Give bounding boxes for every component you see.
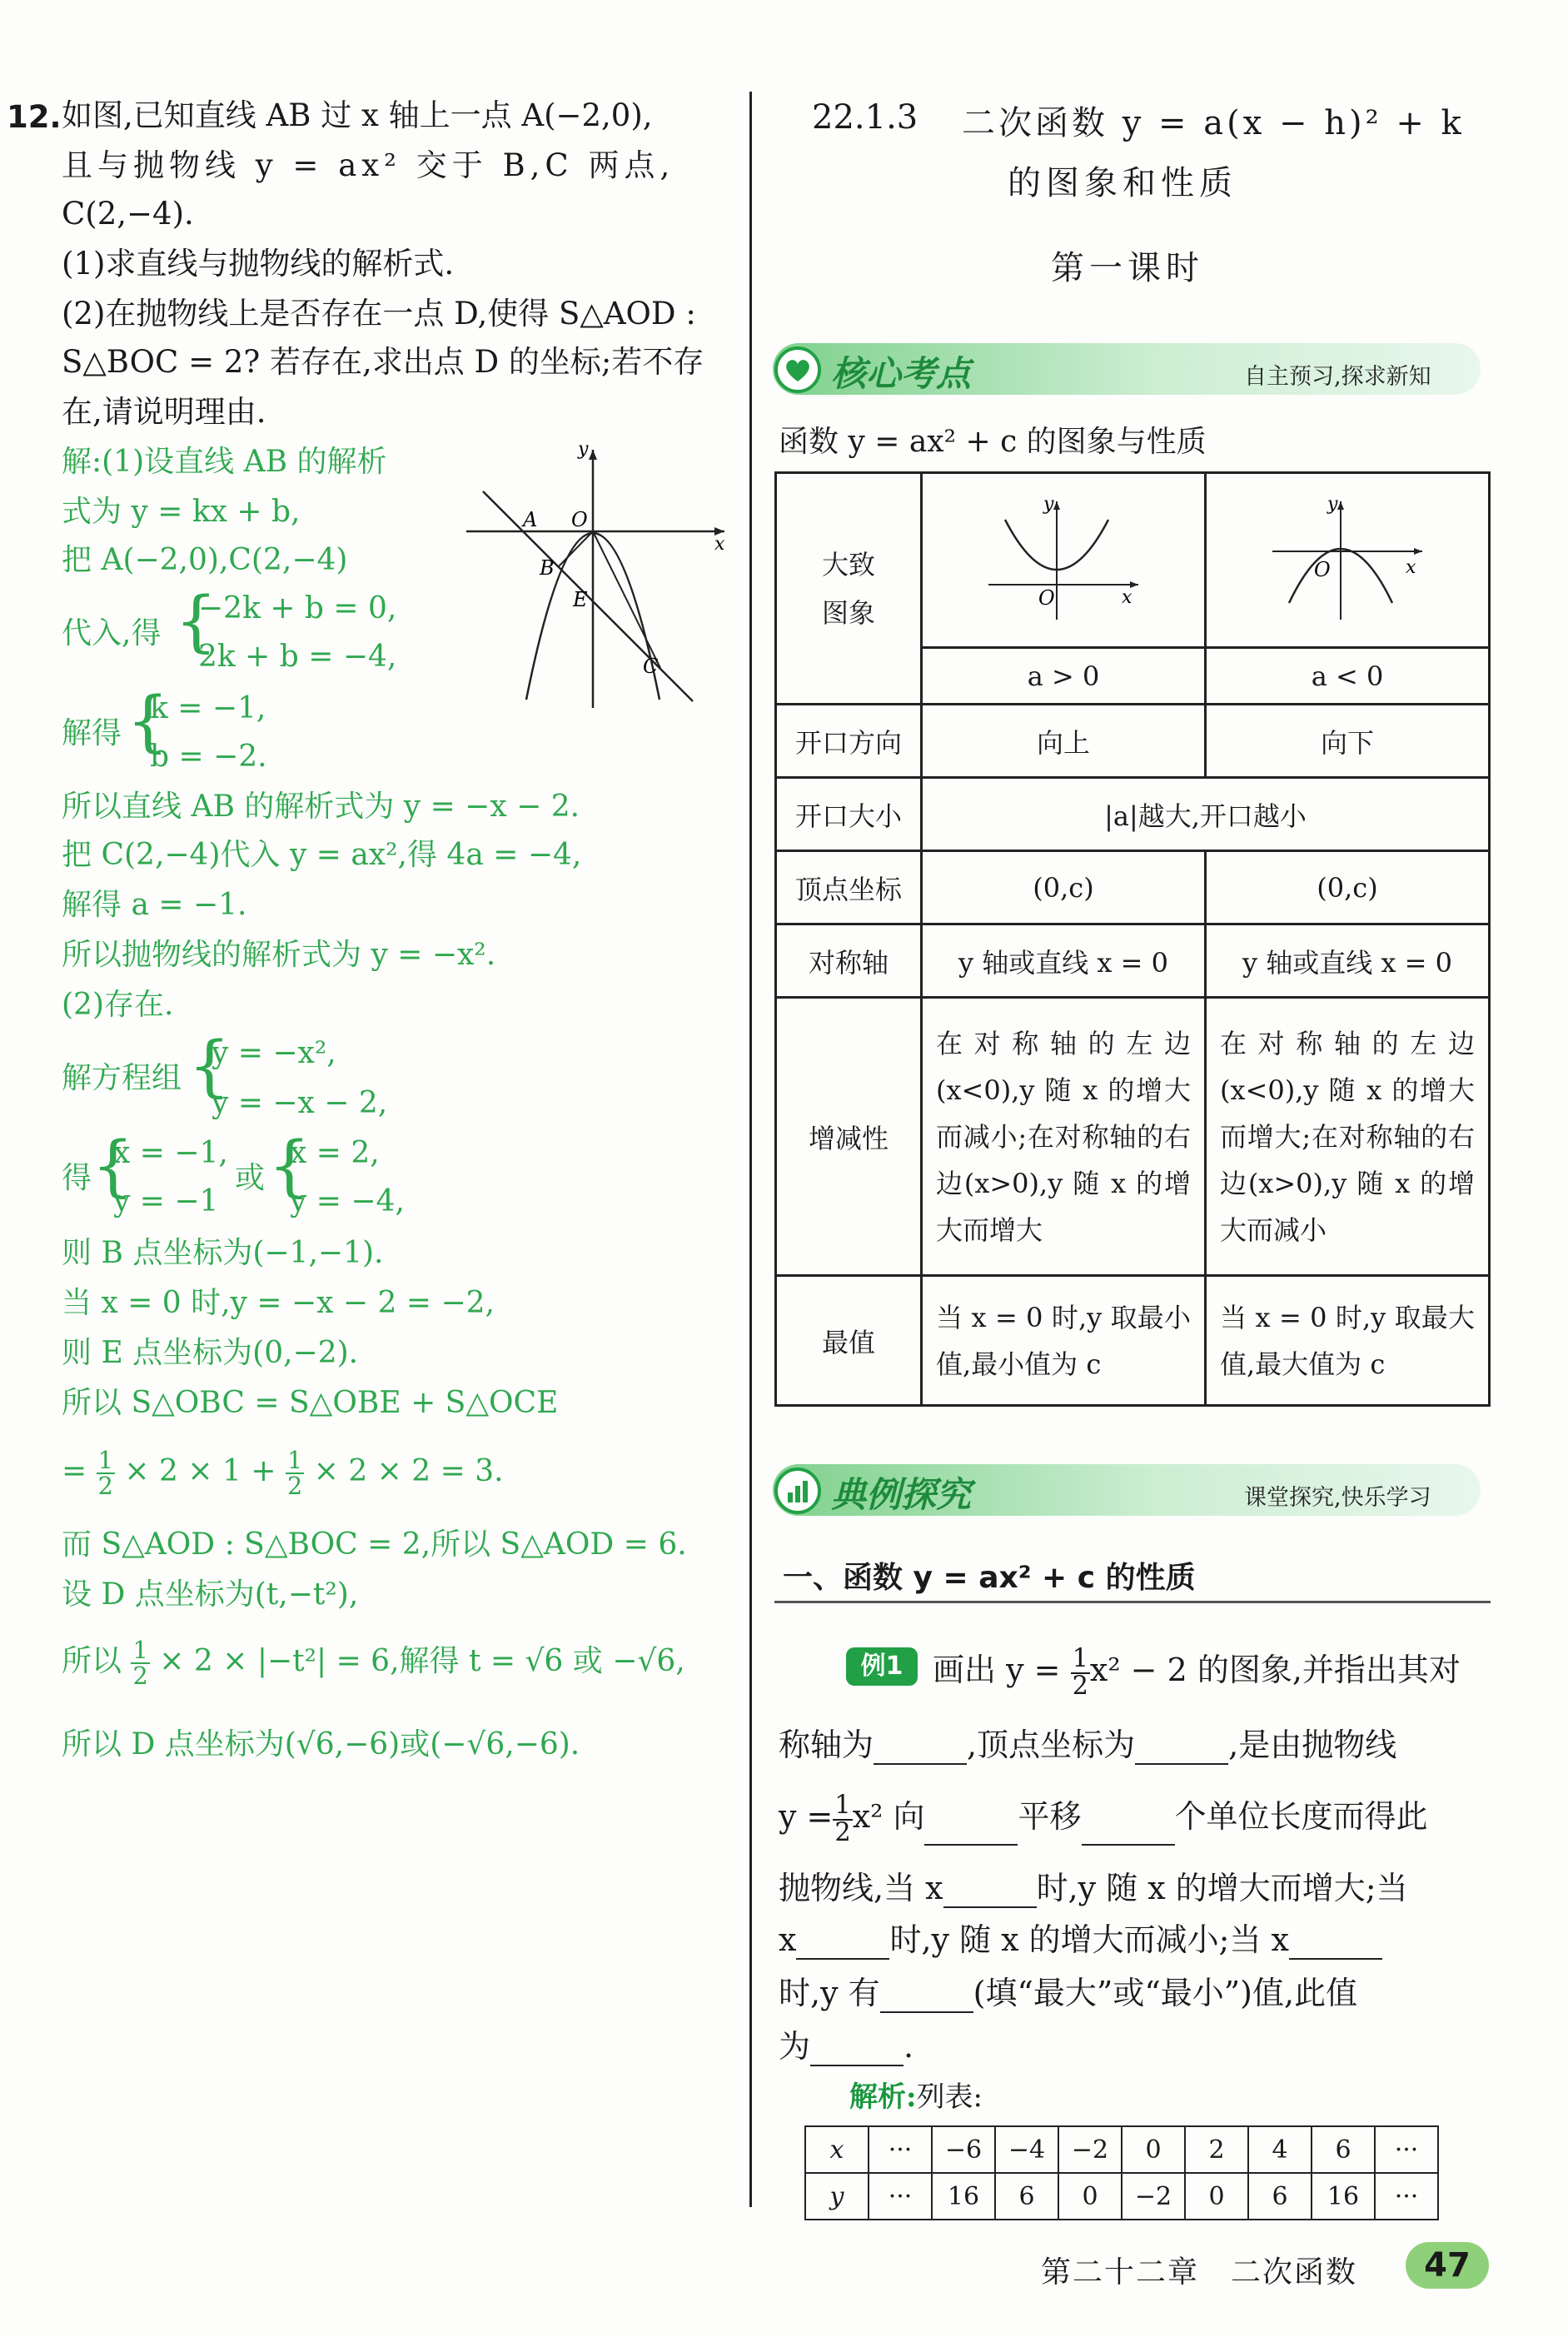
vertex-pos: (0,c): [922, 851, 1206, 924]
problem-12-figure: [458, 433, 741, 716]
question-2-line3: 在,请说明理由.: [62, 394, 266, 430]
value-cell: −6: [932, 2126, 995, 2173]
solution-line: 把 A(−2,0),C(2,−4): [62, 543, 348, 577]
point-b-label: B: [540, 556, 555, 580]
solution-line: (2)存在.: [62, 988, 174, 1022]
example-banner-subtitle: 课堂探究,快乐学习: [1244, 1485, 1431, 1511]
value-cell: 0: [1058, 2173, 1122, 2220]
solution-line: 所以 $\frac{1}{2}$ × 2 × |−t²| = 6,解得 t = √6 或 −√6,: [62, 1636, 685, 1690]
value-cell: 0: [1122, 2126, 1185, 2173]
value-cell: −4: [995, 2126, 1058, 2173]
y-label: y: [578, 439, 589, 460]
row-label-graph: 大致 图象: [776, 473, 922, 705]
example-1-tag: 例1: [846, 1647, 918, 1686]
example-1-line5: x 时,y 随 x 的增大而减小;当 x: [779, 1914, 1382, 1960]
value-cell: 6: [1248, 2173, 1312, 2220]
section-title-line1: 二次函数 y = a(x − h)² + k: [962, 104, 1465, 142]
cond-neg: a < 0: [1206, 648, 1490, 705]
open-size: |a|越大,开口越小: [922, 778, 1490, 851]
value-cell: −2: [1122, 2173, 1185, 2220]
value-cell: 16: [932, 2173, 995, 2220]
lesson-title: 第一课时: [1051, 249, 1204, 287]
section-number: 22.1.3: [812, 98, 918, 137]
core-banner-subtitle: 自主预习,探求新知: [1244, 364, 1431, 390]
value-cell: 6: [995, 2173, 1058, 2220]
solution-line: 所以抛物线的解析式为 y = −x².: [62, 938, 496, 972]
value-row-x: [805, 2126, 1438, 2173]
svg-text:O: O: [1038, 585, 1055, 610]
solution-line: x = −1,: [113, 1136, 228, 1170]
svg-text:x: x: [1406, 556, 1416, 578]
solution-line: 而 S△AOD : S△BOC = 2,所以 S△AOD = 6.: [62, 1527, 687, 1562]
solution-line: 设 D 点坐标为(t,−t²),: [62, 1577, 359, 1612]
row-label-open-dir: 开口方向: [776, 705, 922, 778]
solution-label: 代入,得: [62, 616, 162, 650]
value-cell: 16: [1312, 2173, 1375, 2220]
extreme-neg: 当 x = 0 时,y 取最大值,最大值为 c: [1206, 1276, 1490, 1406]
solution-line: y = −x − 2,: [212, 1086, 388, 1120]
solution-line: 所以直线 AB 的解析式为 y = −x − 2.: [62, 790, 580, 824]
brace: {: [175, 582, 217, 660]
solution-line: 所以 S△OBC = S△OBE + S△OCE: [62, 1386, 559, 1420]
segment-oc: [593, 531, 660, 668]
value-cell: 0: [1185, 2173, 1248, 2220]
value-cell: 4: [1248, 2126, 1312, 2173]
graph-up: [980, 486, 1147, 628]
svg-text:y: y: [1043, 493, 1054, 515]
point-o-label: O: [571, 508, 588, 531]
value-row-y: [805, 2173, 1438, 2220]
monotonic-pos: 在对称轴的左边(x<0),y 随 x 的增大而减小;在对称轴的右边(x>0),y 随 x 的增大而增大: [922, 998, 1206, 1276]
line-ab: [483, 491, 693, 701]
axis-neg: y 轴或直线 x = 0: [1206, 924, 1490, 998]
row-label-extreme: 最值: [776, 1276, 922, 1406]
graph-down: [1264, 486, 1431, 628]
solution-line: 把 C(2,−4)代入 y = ax²,得 4a = −4,: [62, 838, 582, 872]
point-e-label: E: [573, 588, 588, 611]
properties-table: [774, 471, 1491, 1407]
value-cell: ···: [1375, 2173, 1438, 2220]
brace: {: [188, 1027, 231, 1104]
solution-line: 解得 a = −1.: [62, 888, 247, 922]
value-cell: ···: [1375, 2126, 1438, 2173]
value-cell: y: [805, 2173, 869, 2220]
svg-text:x: x: [1122, 586, 1132, 608]
graph-down-cell: [1206, 473, 1490, 648]
cond-pos: a > 0: [922, 648, 1206, 705]
svg-text:O: O: [1314, 557, 1331, 581]
solution-label: 解方程组: [62, 1061, 182, 1095]
problem-number: 12.: [7, 99, 62, 135]
solution-line: 所以 D 点坐标为(√6,−6)或(−√6,−6).: [62, 1727, 580, 1761]
brace: {: [92, 1127, 134, 1204]
question-1: (1)求直线与抛物线的解析式.: [62, 246, 455, 282]
vertex-neg: (0,c): [1206, 851, 1490, 924]
value-table: [804, 2125, 1439, 2220]
value-cell: ···: [869, 2173, 932, 2220]
graph-up-cell: [922, 473, 1206, 648]
solution-line: 式为 y = kx + b,: [62, 495, 301, 529]
subheading-rule: [774, 1601, 1491, 1603]
example-1-line3: y = $\frac{1}{2}$ x² 向 平移 个单位长度而得此: [779, 1791, 1428, 1847]
solution-line: 解:(1)设直线 AB 的解析: [62, 445, 387, 479]
open-dir-pos: 向上: [922, 705, 1206, 778]
solution-line: x = 2,: [290, 1136, 380, 1170]
extreme-pos: 当 x = 0 时,y 取最小值,最小值为 c: [922, 1276, 1206, 1406]
value-cell: 6: [1312, 2126, 1375, 2173]
example-1-line4: 抛物线,当 x 时,y 随 x 的增大而增大;当: [779, 1870, 1408, 1906]
solution-line: y = −4,: [290, 1184, 405, 1218]
solution-area-line: = $\frac{1}{2}$ × 2 × 1 + $\frac{1}{2}$ × 2 × 2 = 3.: [62, 1446, 504, 1500]
table-intro: 函数 y = ax² + c 的图象与性质: [779, 425, 1207, 459]
example-1-line2: 称轴为 ,顶点坐标为 ,是由抛物线: [779, 1727, 1397, 1763]
svg-text:y: y: [1327, 493, 1338, 515]
solution-line: k = −1,: [150, 691, 266, 725]
point-c-label: C: [643, 655, 659, 678]
point-a-label: A: [523, 508, 538, 531]
open-dir-neg: 向下: [1206, 705, 1490, 778]
solution-label: 解得: [62, 716, 122, 750]
solution-line: 则 B 点坐标为(−1,−1).: [62, 1236, 384, 1270]
segment-ob: [559, 531, 593, 566]
section-title-line2: 的图象和性质: [1008, 164, 1237, 202]
heart-icon: [774, 346, 821, 393]
solution-line: 当 x = 0 时,y = −x − 2 = −2,: [62, 1286, 495, 1320]
column-divider: [749, 92, 752, 2207]
axis-pos: y 轴或直线 x = 0: [922, 924, 1206, 998]
solution-line: 则 E 点坐标为(0,−2).: [62, 1336, 359, 1370]
problem-stem-line2: 且与抛物线 y = ax² 交于 B,C 两点,: [62, 147, 675, 183]
value-cell: 2: [1185, 2126, 1248, 2173]
core-banner-title: 核心考点: [831, 353, 972, 394]
example-1-line1: 画出 y = $\frac{1}{2}$ x² − 2 的图象,并指出其对: [933, 1644, 1461, 1701]
solution-label: 或: [235, 1161, 266, 1195]
analysis: 解析:列表:: [849, 2080, 983, 2114]
question-2-line2: S△BOC = 2? 若存在,求出点 D 的坐标;若不存: [62, 344, 704, 380]
solution-label: 得: [62, 1161, 92, 1195]
solution-line: 2k + b = −4,: [198, 640, 397, 674]
value-cell: −2: [1058, 2126, 1122, 2173]
example-1-line7: 为 .: [779, 2028, 914, 2065]
example-1-line6: 时,y 有 (填“最大”或“最小”)值,此值: [779, 1975, 1358, 2011]
chart-icon: [774, 1467, 821, 1514]
solution-line: y = −1: [113, 1184, 219, 1218]
solution-line: b = −2.: [150, 740, 267, 774]
page-number: 47: [1406, 2242, 1489, 2289]
example-banner-title: 典例探究: [831, 1474, 972, 1515]
value-cell: x: [805, 2126, 869, 2173]
analysis-label: 解析:: [849, 2080, 917, 2114]
problem-stem-line1: 如图,已知直线 AB 过 x 轴上一点 A(−2,0),: [62, 97, 653, 133]
problem-stem-line3: C(2,−4).: [62, 196, 194, 232]
subheading: 一、函数 y = ax² + c 的性质: [783, 1561, 1196, 1595]
question-2-line1: (2)在抛物线上是否存在一点 D,使得 S△AOD :: [62, 296, 696, 331]
solution-line: y = −x²,: [212, 1036, 336, 1070]
x-label: x: [714, 534, 725, 555]
row-label-open-size: 开口大小: [776, 778, 922, 851]
footer-chapter: 第二十二章 二次函数: [1041, 2255, 1358, 2290]
brace: {: [127, 682, 169, 760]
row-label-vertex: 顶点坐标: [776, 851, 922, 924]
monotonic-neg: 在对称轴的左边(x<0),y 随 x 的增大而增大;在对称轴的右边(x>0),y 随 x 的增大而减小: [1206, 998, 1490, 1276]
brace: {: [268, 1127, 311, 1204]
value-cell: ···: [869, 2126, 932, 2173]
solution-line: −2k + b = 0,: [198, 591, 397, 625]
row-label-axis: 对称轴: [776, 924, 922, 998]
row-label-monotonic: 增减性: [776, 998, 922, 1276]
